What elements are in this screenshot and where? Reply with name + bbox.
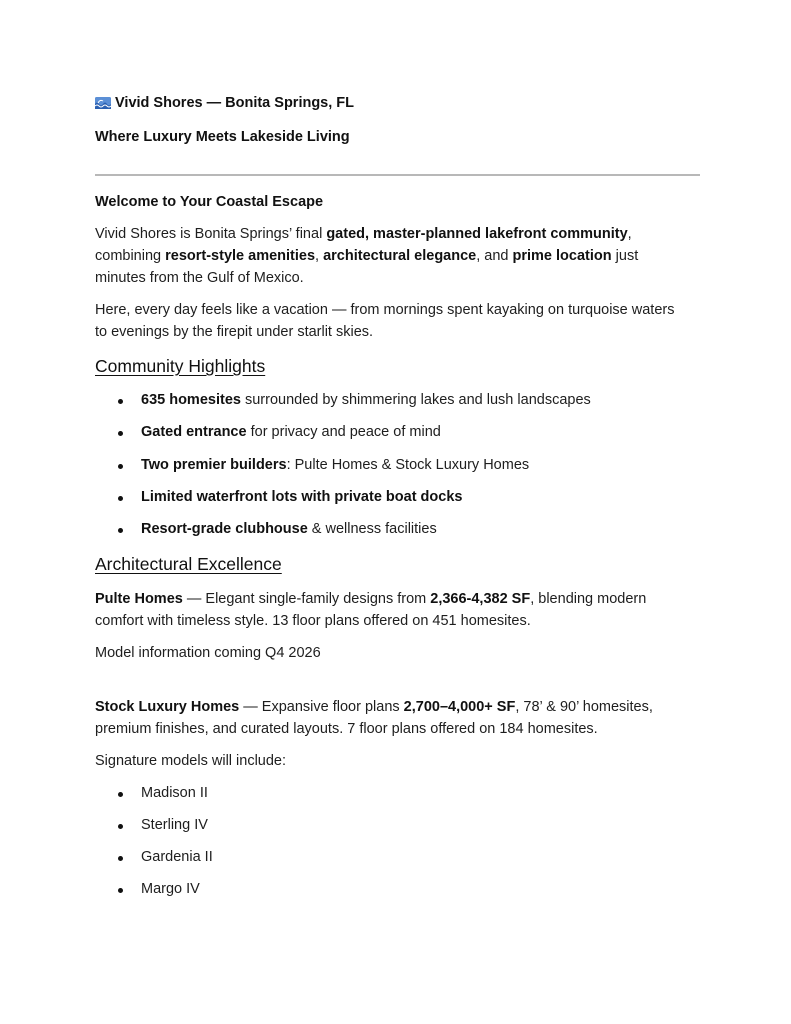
model-item: Margo IV <box>141 881 200 897</box>
document-subtitle: Where Luxury Meets Lakeside Living <box>95 129 350 145</box>
model-item: Gardenia II <box>141 849 213 865</box>
document-title <box>95 95 354 111</box>
highlight-item: Gated entrance for privacy and peace of mind <box>141 424 441 440</box>
highlight-item: 635 homesites surrounded by shimmering lakes and lush landscapes <box>141 392 591 408</box>
highlight-item: Resort-grade clubhouse & wellness facilities <box>141 521 437 537</box>
welcome-paragraph-1: Vivid Shores is Bonita Springs’ final gated, master-planned lakefront community, combining resort-style amenities, architectural elegance, and prime location just minutes from the Gulf of Mexico. <box>95 226 639 286</box>
welcome-heading: Welcome to Your Coastal Escape <box>95 194 324 210</box>
title-text: Vivid Shores — Bonita Springs, FL <box>115 95 355 111</box>
architecture-heading: Architectural Excellence <box>95 554 282 574</box>
highlight-item: Limited waterfront lots with private boat docks <box>141 489 463 505</box>
stock-paragraph: Stock Luxury Homes — Expansive floor plans 2,700–4,000+ SF, 78’ & 90’ homesites, premium finishes, and curated layouts. 7 floor plans offered on 184 homesites. <box>95 699 653 737</box>
models-intro: Signature models will include: <box>95 753 287 769</box>
pulte-paragraph: Pulte Homes — Elegant single-family designs from 2,366-4,382 SF, blending modern comfort with timeless style. 13 floor plans offered on 451 homesites. <box>95 591 647 629</box>
horizontal-divider <box>95 174 700 176</box>
highlight-item: Two premier builders: Pulte Homes & Stock Luxury Homes <box>141 457 530 473</box>
pulte-model-note: Model information coming Q4 2026 <box>95 645 321 661</box>
model-item: Sterling IV <box>141 817 208 833</box>
welcome-paragraph-2: Here, every day feels like a vacation — from mornings spent kayaking on turquoise waters to evenings by the firepit under starlit skies. <box>95 302 675 340</box>
model-item: Madison II <box>141 785 208 801</box>
highlights-heading: Community Highlights <box>95 356 266 376</box>
water-wave-icon <box>95 97 111 109</box>
